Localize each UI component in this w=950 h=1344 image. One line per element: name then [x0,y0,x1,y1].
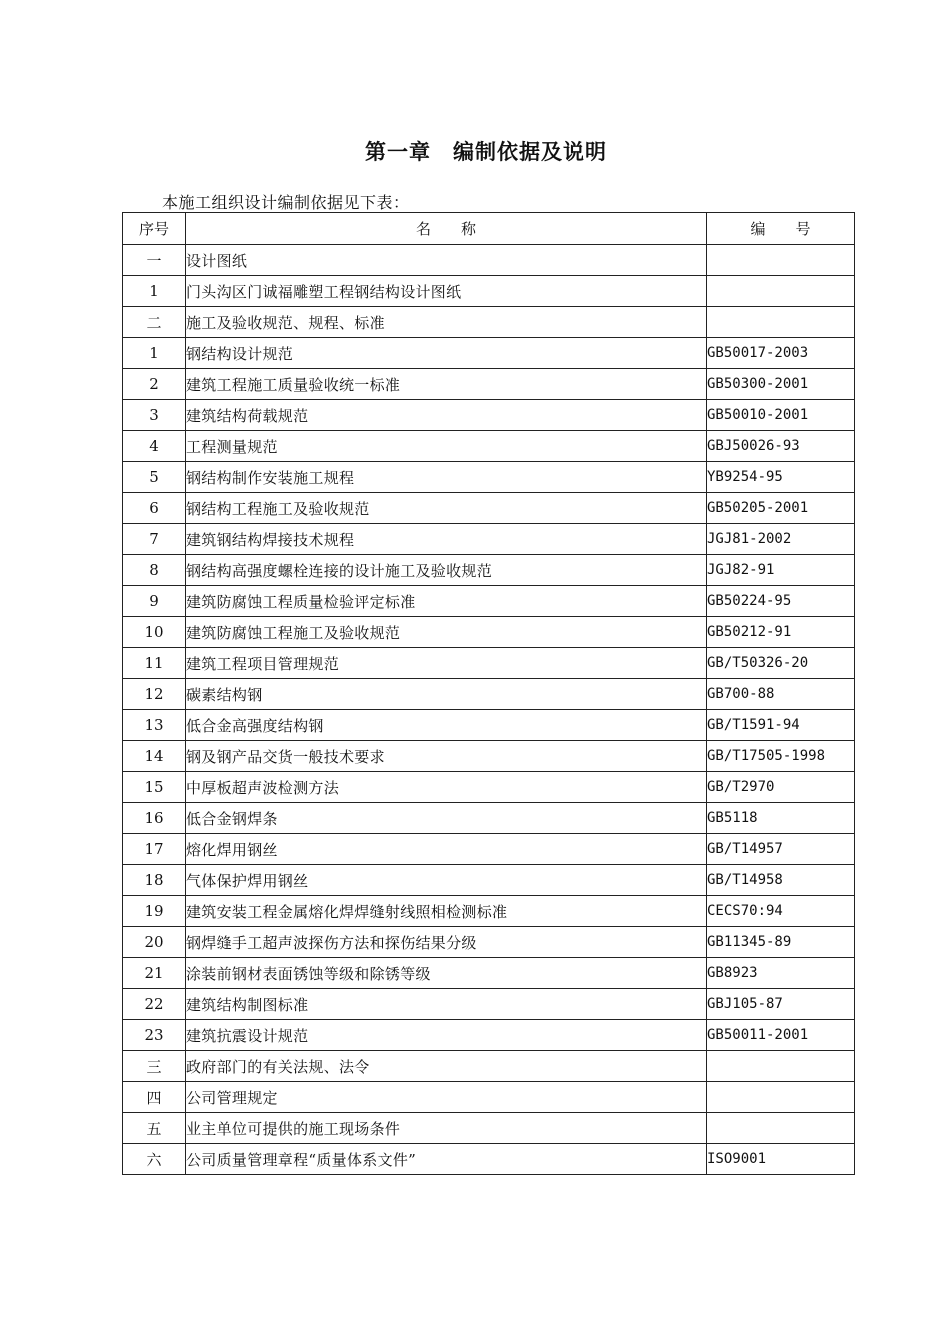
table-row [123,462,855,493]
code-cell: GB50300-2001 [707,369,855,400]
seq-cell: 2 [123,369,186,400]
name-cell: 钢结构设计规范 [186,338,707,369]
name-cell: 钢结构工程施工及验收规范 [186,493,707,524]
table-body [123,245,855,1175]
table-row [123,617,855,648]
table-row [123,400,855,431]
seq-cell: 1 [123,338,186,369]
table-row [123,1082,855,1113]
table-row [123,834,855,865]
seq-cell: 21 [123,958,186,989]
header-row [123,213,855,245]
code-cell: GB11345-89 [707,927,855,958]
table-row [123,865,855,896]
seq-cell: 3 [123,400,186,431]
seq-cell: 二 [123,307,186,338]
code-cell [707,245,855,276]
table-row [123,1113,855,1144]
seq-cell: 5 [123,462,186,493]
code-cell [707,307,855,338]
table-row [123,772,855,803]
seq-cell: 11 [123,648,186,679]
name-cell: 建筑工程施工质量验收统一标准 [186,369,707,400]
code-cell: GB/T50326-20 [707,648,855,679]
code-cell: GBJ50026-93 [707,431,855,462]
code-cell: GB8923 [707,958,855,989]
table-row [123,431,855,462]
page-title: 第一章 编制依据及说明 [365,140,607,164]
seq-cell: 五 [123,1113,186,1144]
name-cell: 建筑结构制图标准 [186,989,707,1020]
seq-cell: 17 [123,834,186,865]
name-cell: 施工及验收规范、规程、标准 [186,307,707,338]
table-row [123,958,855,989]
table-row [123,989,855,1020]
seq-cell: 1 [123,276,186,307]
seq-cell: 6 [123,493,186,524]
code-cell: GB/T17505-1998 [707,741,855,772]
name-cell: 工程测量规范 [186,431,707,462]
code-cell [707,1113,855,1144]
code-cell: CECS70:94 [707,896,855,927]
seq-cell: 7 [123,524,186,555]
table-row [123,896,855,927]
table-row [123,648,855,679]
code-cell: GB5118 [707,803,855,834]
name-cell: 建筑安装工程金属熔化焊焊缝射线照相检测标准 [186,896,707,927]
header-name: 名 称 [186,213,707,245]
code-cell: GB50224-95 [707,586,855,617]
seq-cell: 22 [123,989,186,1020]
name-cell: 熔化焊用钢丝 [186,834,707,865]
code-cell: GB/T14957 [707,834,855,865]
code-cell: GB50212-91 [707,617,855,648]
seq-cell: 9 [123,586,186,617]
name-cell: 业主单位可提供的施工现场条件 [186,1113,707,1144]
table-row [123,741,855,772]
code-cell: GBJ105-87 [707,989,855,1020]
table-row [123,586,855,617]
table-row [123,1051,855,1082]
name-cell: 建筑防腐蚀工程施工及验收规范 [186,617,707,648]
seq-cell: 19 [123,896,186,927]
code-cell [707,1051,855,1082]
table-row [123,524,855,555]
seq-cell: 10 [123,617,186,648]
code-cell: JGJ82-91 [707,555,855,586]
code-cell: GB50205-2001 [707,493,855,524]
code-cell: GB700-88 [707,679,855,710]
name-cell: 碳素结构钢 [186,679,707,710]
table-row [123,679,855,710]
seq-cell: 四 [123,1082,186,1113]
code-cell: GB50017-2003 [707,338,855,369]
name-cell: 钢结构高强度螺栓连接的设计施工及验收规范 [186,555,707,586]
name-cell: 建筑防腐蚀工程质量检验评定标准 [186,586,707,617]
basis-table [122,212,855,1175]
table-row [123,276,855,307]
seq-cell: 16 [123,803,186,834]
name-cell: 公司管理规定 [186,1082,707,1113]
code-cell: GB/T2970 [707,772,855,803]
seq-cell: 14 [123,741,186,772]
code-cell: YB9254-95 [707,462,855,493]
name-cell: 涂装前钢材表面锈蚀等级和除锈等级 [186,958,707,989]
table-row [123,927,855,958]
table-row [123,245,855,276]
seq-cell: 13 [123,710,186,741]
name-cell: 建筑结构荷载规范 [186,400,707,431]
name-cell: 气体保护焊用钢丝 [186,865,707,896]
name-cell: 公司质量管理章程“质量体系文件” [186,1144,707,1175]
table-header [123,213,855,245]
seq-cell: 三 [123,1051,186,1082]
name-cell: 低合金钢焊条 [186,803,707,834]
code-cell: JGJ81-2002 [707,524,855,555]
name-cell: 钢焊缝手工超声波探伤方法和探伤结果分级 [186,927,707,958]
table-row [123,1144,855,1175]
name-cell: 设计图纸 [186,245,707,276]
seq-cell: 20 [123,927,186,958]
code-cell: ISO9001 [707,1144,855,1175]
name-cell: 建筑抗震设计规范 [186,1020,707,1051]
seq-cell: 4 [123,431,186,462]
header-seq: 序号 [123,213,186,245]
code-cell: GB/T14958 [707,865,855,896]
code-cell: GB/T1591-94 [707,710,855,741]
seq-cell: 12 [123,679,186,710]
seq-cell: 15 [123,772,186,803]
code-cell [707,1082,855,1113]
table-row [123,338,855,369]
seq-cell: 18 [123,865,186,896]
name-cell: 建筑钢结构焊接技术规程 [186,524,707,555]
table-row [123,555,855,586]
name-cell: 建筑工程项目管理规范 [186,648,707,679]
name-cell: 中厚板超声波检测方法 [186,772,707,803]
name-cell: 政府部门的有关法规、法令 [186,1051,707,1082]
code-cell: GB50011-2001 [707,1020,855,1051]
table-row [123,710,855,741]
table-row [123,369,855,400]
name-cell: 低合金高强度结构钢 [186,710,707,741]
name-cell: 门头沟区门诚福雕塑工程钢结构设计图纸 [186,276,707,307]
seq-cell: 8 [123,555,186,586]
intro-text: 本施工组织设计编制依据见下表： [162,193,410,212]
seq-cell: 23 [123,1020,186,1051]
name-cell: 钢结构制作安装施工规程 [186,462,707,493]
table-row [123,1020,855,1051]
table-row [123,493,855,524]
name-cell: 钢及钢产品交货一般技术要求 [186,741,707,772]
seq-cell: 一 [123,245,186,276]
header-code: 编 号 [707,213,855,245]
code-cell [707,276,855,307]
seq-cell: 六 [123,1144,186,1175]
table-row [123,803,855,834]
table-row [123,307,855,338]
code-cell: GB50010-2001 [707,400,855,431]
